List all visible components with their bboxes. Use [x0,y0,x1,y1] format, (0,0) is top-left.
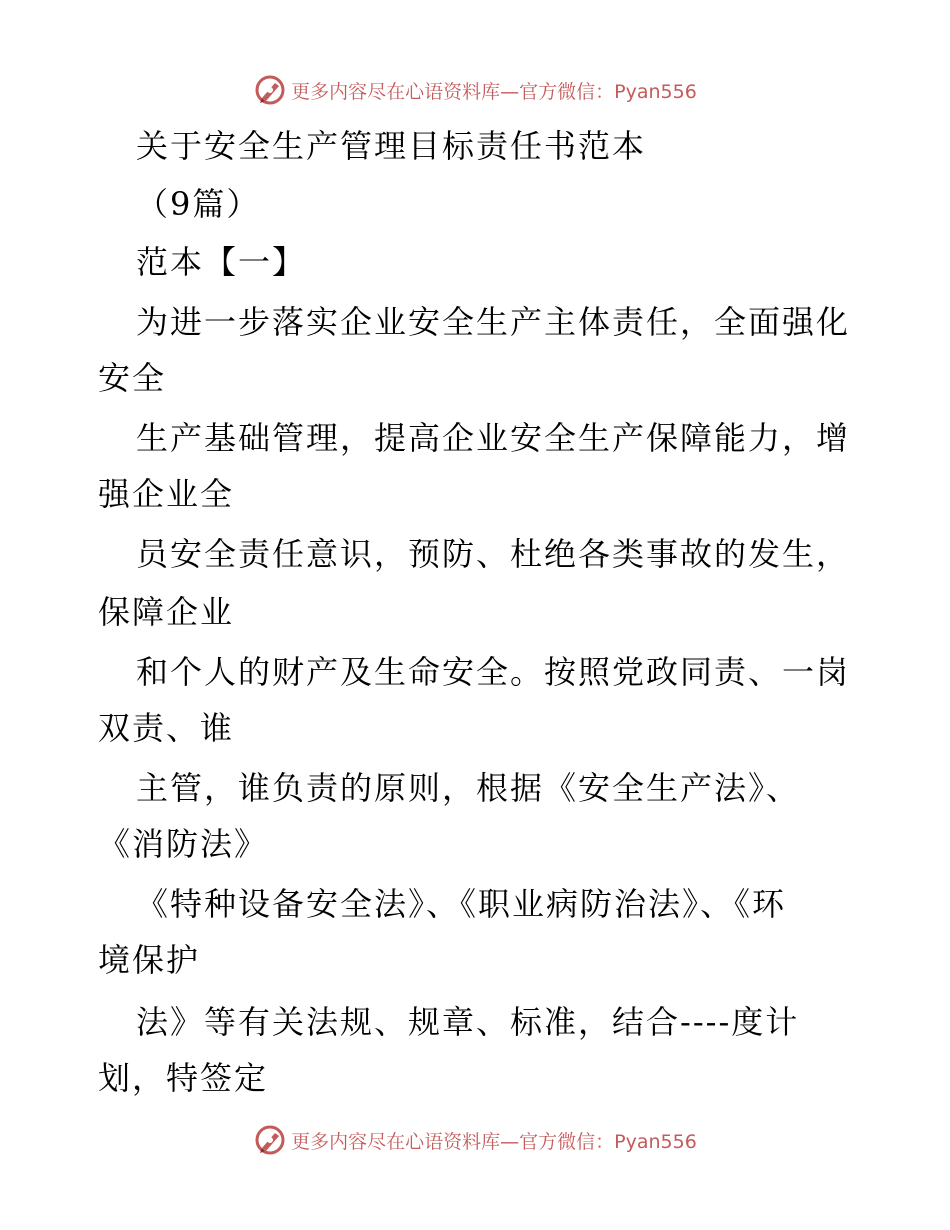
red-pen-logo-icon [253,73,287,107]
document-subtitle: （9篇） [136,185,261,223]
paragraph-line: 法》等有关法规、规章、标准，结合----度计 [136,1003,800,1041]
paragraph-line: 《特种设备安全法》、《职业病防治法》、《环 [136,885,787,923]
paragraph-line: 员安全责任意识，预防、杜绝各类事故的发生， [136,535,851,573]
document-title: 关于安全生产管理目标责任书范本 [136,127,647,165]
footer-banner-text: 更多内容尽在心语资料库—官方微信：Pyan556 [291,1130,697,1153]
footer-banner [0,1120,950,1160]
paragraph-line: 保障企业 [98,593,235,631]
header-banner [0,70,950,110]
paragraph-line: 强企业全 [98,475,235,513]
header-banner-text: 更多内容尽在心语资料库—官方微信：Pyan556 [291,80,697,103]
paragraph-line: 安全 [98,359,167,397]
red-pen-logo-icon [253,1123,287,1157]
paragraph-line: 划，特签定 [98,1059,269,1097]
paragraph-line: 生产基础管理，提高企业安全生产保障能力，增 [136,419,851,457]
paragraph-line: 《消防法》 [98,825,269,863]
paragraph-line: 境保护 [98,941,201,979]
paragraph-line: 双责、谁 [98,709,235,747]
section-heading: 范本【一】 [136,243,307,281]
paragraph-line: 为进一步落实企业安全生产主体责任，全面强化 [136,303,851,341]
paragraph-line: 主管，谁负责的原则，根据《安全生产法》、 [136,769,801,807]
paragraph-line: 和个人的财产及生命安全。按照党政同责、一岗 [136,653,851,691]
